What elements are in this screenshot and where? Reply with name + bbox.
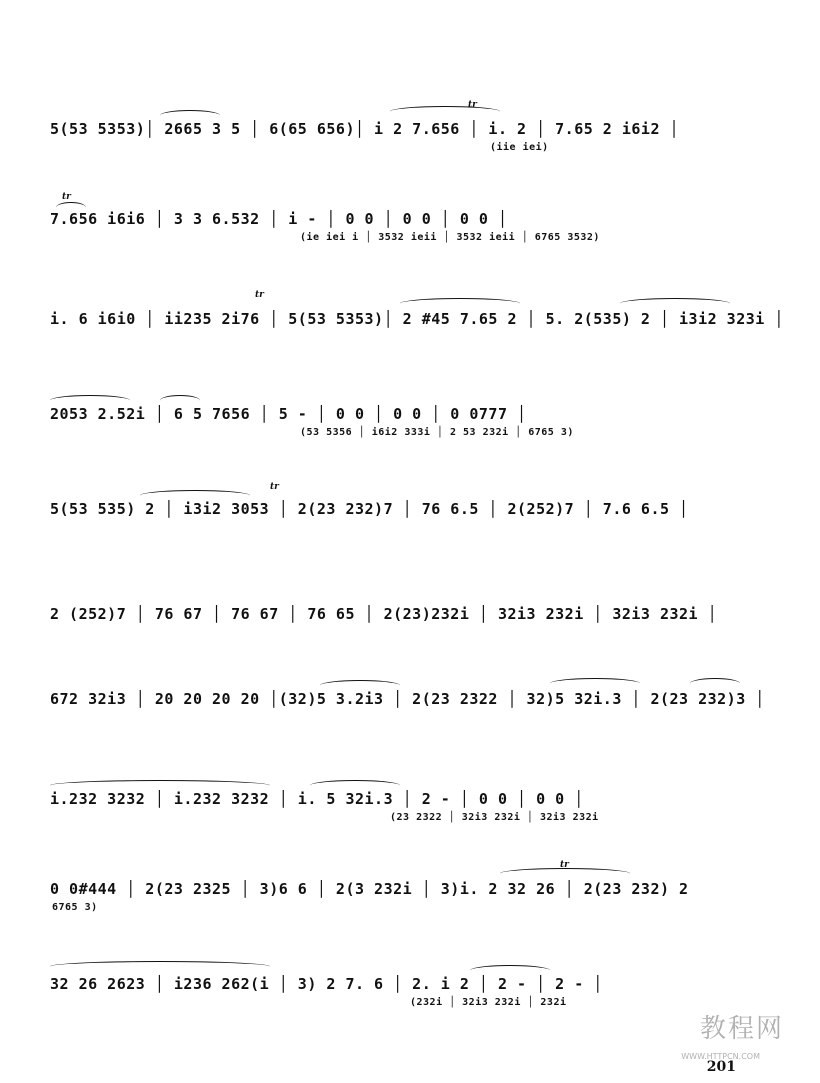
accompaniment-line: (iie iei)	[490, 142, 549, 153]
music-system	[50, 480, 740, 540]
notation-line: 7.656 i6i6 │ 3 3 6.532 │ i - │ 0 0 │ 0 0 │ 0 0 │	[50, 210, 508, 228]
slur	[50, 961, 270, 972]
notation-line: i. 6 i6i0 │ ii235 2i76 │ 5(53 5353)│ 2 #45 7.65 2 │ 5. 2(535) 2 │ i3i2 323i │	[50, 310, 784, 328]
slur	[50, 395, 130, 406]
slur	[620, 298, 730, 309]
notation-line: 5(53 535) 2 │ i3i2 3053 │ 2(23 232)7 │ 76 6.5 │ 2(252)7 │ 7.6 6.5 │	[50, 500, 689, 518]
music-system	[50, 190, 740, 250]
trill-mark: tr	[468, 100, 477, 110]
accompaniment-line: (232i │ 32i3 232i │ 232i	[410, 997, 567, 1008]
slur	[56, 202, 86, 213]
accompaniment-line: 6765 3)	[52, 902, 98, 913]
music-system	[50, 585, 740, 645]
trill-mark: tr	[270, 482, 279, 492]
notation-line: 2053 2.52i │ 6 5 7656 │ 5 - │ 0 0 │ 0 0 │ 0 0777 │	[50, 405, 527, 423]
music-system	[50, 100, 740, 160]
trill-mark: tr	[62, 192, 71, 202]
music-system	[50, 955, 740, 1015]
slur	[690, 678, 740, 689]
accompaniment-line: (ie iei i │ 3532 ieii │ 3532 ieii │ 6765 3532)	[300, 232, 600, 243]
slur	[310, 780, 400, 791]
notation-line: 32 26 2623 │ i236 262(i │ 3) 2 7. 6 │ 2. i 2 │ 2 - │ 2 - │	[50, 975, 603, 993]
notation-line: 2 (252)7 │ 76 67 │ 76 67 │ 76 65 │ 2(23)232i │ 32i3 232i │ 32i3 232i │	[50, 605, 718, 623]
notation-line: 672 32i3 │ 20 20 20 20 │(32)5 3.2i3 │ 2(23 2322 │ 32)5 32i.3 │ 2(23 232)3 │	[50, 690, 765, 708]
slur	[550, 678, 640, 689]
music-system	[50, 770, 740, 830]
accompaniment-line: (53 5356 │ i6i2 333i │ 2 53 232i │ 6765 3)	[300, 427, 574, 438]
trill-mark: tr	[560, 860, 569, 870]
slur	[400, 298, 520, 309]
music-system	[50, 670, 765, 730]
slur	[160, 395, 200, 406]
slur	[390, 106, 500, 117]
slur	[140, 490, 250, 501]
slur	[320, 680, 400, 691]
music-system	[50, 385, 740, 445]
slur	[160, 110, 220, 121]
page-number: 201	[706, 1059, 736, 1075]
notation-line: 0 0#444 │ 2(23 2325 │ 3)6 6 │ 2(3 232i │ 3)i. 2 32 26 │ 2(23 232) 2	[50, 880, 689, 898]
watermark-logo-text: 教程网	[699, 1014, 784, 1044]
music-system	[50, 860, 740, 920]
notation-line: i.232 3232 │ i.232 3232 │ i. 5 32i.3 │ 2 - │ 0 0 │ 0 0 │	[50, 790, 584, 808]
notation-line: 5(53 5353)│ 2665 3 5 │ 6(65 656)│ i 2 7.656 │ i. 2 │ 7.65 2 i6i2 │	[50, 120, 680, 138]
slur	[50, 780, 270, 791]
watermark-url: WWW.HTTPCN.COM	[681, 1052, 760, 1061]
accompaniment-line: (23 2322 │ 32i3 232i │ 32i3 232i	[390, 812, 599, 823]
slur	[470, 965, 550, 976]
music-system	[50, 290, 784, 350]
trill-mark: tr	[255, 290, 264, 300]
slur	[500, 868, 630, 879]
